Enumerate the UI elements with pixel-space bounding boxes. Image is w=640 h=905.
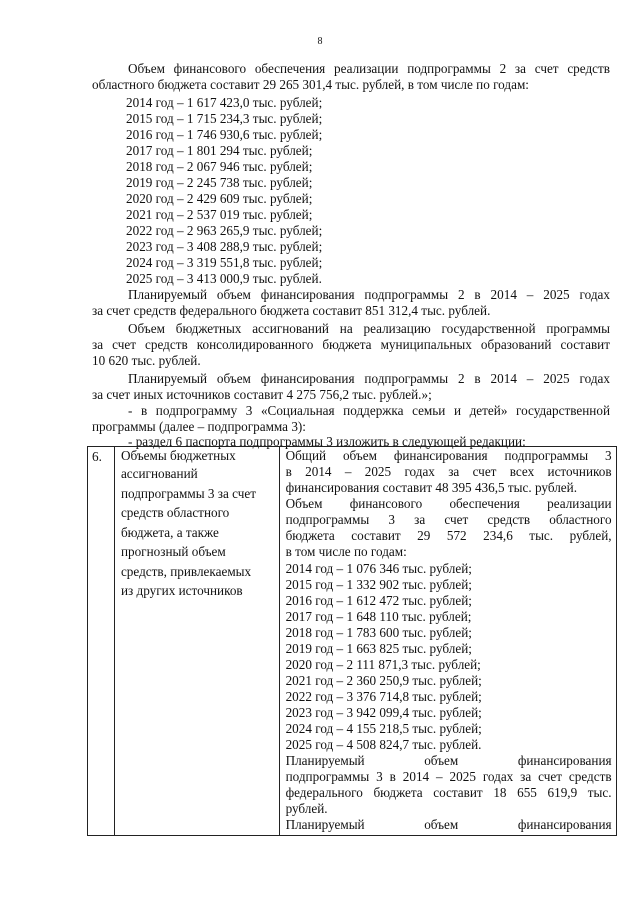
paragraph-line: за счет средств консолидированного бюджета муниципальных образований составит [92,337,610,352]
content-line: в том числе по годам: [285,544,407,559]
content-line: бюджета составит 29 572 234,6 тыс. рублей, [285,528,612,543]
label-line: прогнозный объем [120,544,226,559]
year-line: 2025 год – 3 413 000,9 тыс. рублей. [126,271,322,286]
year-line: 2018 год – 1 783 600 тыс. рублей; [285,625,472,640]
year-line: 2023 год – 3 408 288,9 тыс. рублей; [126,239,323,254]
intro-line-2: областного бюджета составит 29 265 301,4 тыс. рублей, в том числе по годам: [92,77,529,92]
content-cell [279,447,616,836]
content-line: подпрограммы 3 за счет средств областного [285,512,612,527]
year-line: 2015 год – 1 332 902 тыс. рублей; [285,577,472,592]
label-cell [114,447,279,836]
year-line: 2023 год – 3 942 099,4 тыс. рублей; [285,705,482,720]
paragraph-line: Планируемый объем финансирования подпрограммы 2 в 2014 – 2025 годах [128,287,610,302]
content-line: федерального бюджета составит 18 655 619,9 тыс. [285,785,612,800]
content-line: Планируемый объем финансирования [285,817,612,832]
paragraph-line: Объем бюджетных ассигнований на реализацию государственной программы [128,321,610,336]
content-line: финансирования составит 48 395 436,5 тыс. рублей. [285,480,577,495]
label-line: ассигнований [120,466,198,481]
year-line: 2025 год – 4 508 824,7 тыс. рублей. [285,737,482,752]
year-line: 2018 год – 2 067 946 тыс. рублей; [126,159,313,174]
year-line: 2019 год – 2 245 738 тыс. рублей; [126,175,313,190]
year-line: 2016 год – 1 612 472 тыс. рублей; [285,593,472,608]
year-line: 2022 год – 3 376 714,8 тыс. рублей; [285,689,482,704]
year-line: 2017 год – 1 801 294 тыс. рублей; [126,143,313,158]
page-number: 8 [317,36,323,47]
year-line: 2022 год – 2 963 265,9 тыс. рублей; [126,223,323,238]
year-line: 2014 год – 1 617 423,0 тыс. рублей; [126,95,323,110]
year-line: 2020 год – 2 429 609 тыс. рублей; [126,191,313,206]
year-line: 2021 год – 2 537 019 тыс. рублей; [126,207,313,222]
paragraph-line: 10 620 тыс. рублей. [92,353,201,368]
year-line: 2021 год – 2 360 250,9 тыс. рублей; [285,673,482,688]
row-number: 6. [92,449,102,464]
intro-line-1: Объем финансового обеспечения реализации подпрограммы 2 за счет средств [128,61,610,76]
year-line: 2020 год – 2 111 871,3 тыс. рублей; [285,657,481,672]
year-line: 2024 год – 3 319 551,8 тыс. рублей; [126,255,323,270]
label-line: бюджета, а также [120,524,219,540]
paragraph-line: - в подпрограмму 3 «Социальная поддержка семьи и детей» государственной [128,403,610,418]
label-line: из других источников [120,583,243,598]
year-line: 2015 год – 1 715 234,3 тыс. рублей; [126,111,323,126]
label-line: средств областного [120,505,230,520]
year-line: 2014 год – 1 076 346 тыс. рублей; [285,561,472,576]
paragraph-line: Планируемый объем финансирования подпрограммы 2 в 2014 – 2025 годах [128,371,610,386]
label-line: Объемы бюджетных [120,448,236,463]
label-line: подпрограммы 3 за счет [120,485,256,501]
content-line: Объем финансового обеспечения реализации [285,496,612,511]
year-line: 2017 год – 1 648 110 тыс. рублей; [285,609,472,624]
table-row [88,447,617,836]
paragraph-line: за счет средств федерального бюджета составит 851 312,4 тыс. рублей. [92,303,491,318]
content-line: Планируемый объем финансирования [285,753,612,768]
content-line: подпрограммы 3 в 2014 – 2025 годах за счет средств [285,769,612,784]
year-line: 2024 год – 4 155 218,5 тыс. рублей; [285,721,482,736]
content-line: Общий объем финансирования подпрограммы 3 [285,448,612,463]
year-line: 2019 год – 1 663 825 тыс. рублей; [285,641,472,656]
content-line: рублей. [285,801,328,816]
passport-table [87,446,617,836]
paragraph-line: программы (далее – подпрограмма 3): [92,419,306,434]
row-number-cell [88,447,115,836]
paragraph-line: за счет иных источников составит 4 275 756,2 тыс. рублей.»; [92,387,432,402]
paragraph-line: - раздел 6 паспорта подпрограммы 3 изложить в следующей редакции: [128,434,526,449]
year-line: 2016 год – 1 746 930,6 тыс. рублей; [126,127,323,142]
content-line: в 2014 – 2025 годах за счет всех источников [285,464,612,479]
label-line: средств, привлекаемых [120,563,252,579]
